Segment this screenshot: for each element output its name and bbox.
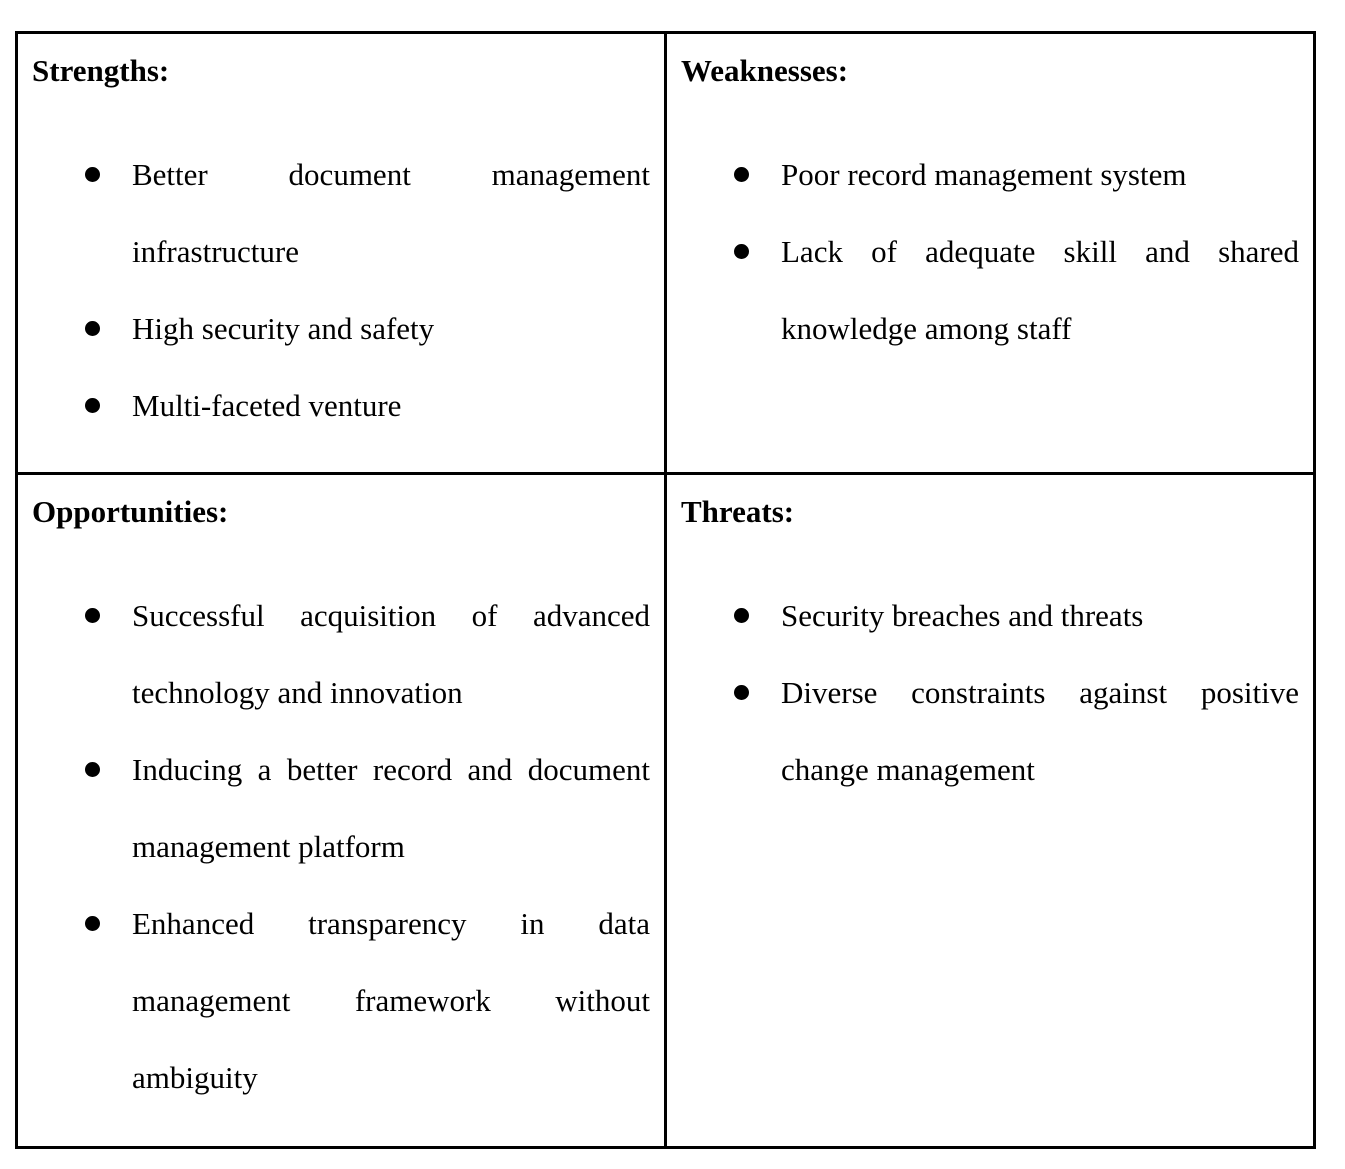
bullet-icon	[85, 608, 100, 623]
opportunities-item-text: Successful acquisition of advanced technology and innovation	[132, 598, 650, 710]
list-item	[32, 136, 650, 290]
bullet-icon	[85, 398, 100, 413]
bullet-icon	[734, 685, 749, 700]
list-item	[32, 290, 650, 367]
opportunities-item-text: Inducing a better record and document management platform	[132, 752, 650, 864]
weaknesses-heading: Weaknesses:	[681, 53, 849, 88]
threats-list	[681, 577, 1299, 808]
swot-row-top	[17, 33, 1315, 474]
list-item	[681, 654, 1299, 808]
opportunities-list	[32, 577, 650, 1116]
opportunities-cell	[17, 474, 666, 1148]
list-item	[681, 213, 1299, 367]
opportunities-item-text: Enhanced transparency in data management framework without ambiguity	[132, 906, 650, 1095]
list-item	[32, 367, 650, 444]
list-item	[32, 885, 650, 1116]
swot-row-bottom	[17, 474, 1315, 1148]
strengths-heading: Strengths:	[32, 53, 170, 88]
bullet-icon	[734, 167, 749, 182]
opportunities-heading: Opportunities:	[32, 494, 229, 529]
list-item	[32, 577, 650, 731]
weaknesses-cell	[666, 33, 1315, 474]
strengths-item-text: Better document management infrastructure	[132, 157, 650, 269]
threats-cell	[666, 474, 1315, 1148]
threats-heading: Threats:	[681, 494, 795, 529]
weaknesses-item-text: Poor record management system	[781, 157, 1187, 192]
strengths-cell	[17, 33, 666, 474]
list-item	[32, 731, 650, 885]
strengths-item-text: Multi-faceted venture	[132, 388, 402, 423]
strengths-list	[32, 136, 650, 444]
bullet-icon	[734, 608, 749, 623]
bullet-icon	[85, 916, 100, 931]
weaknesses-item-text: Lack of adequate skill and shared knowledge among staff	[781, 234, 1299, 346]
strengths-item-text: High security and safety	[132, 311, 435, 346]
list-item	[681, 577, 1299, 654]
threats-item-text: Diverse constraints against positive change management	[781, 675, 1299, 787]
bullet-icon	[85, 762, 100, 777]
swot-table	[15, 31, 1316, 1149]
weaknesses-list	[681, 136, 1299, 367]
list-item	[681, 136, 1299, 213]
threats-item-text: Security breaches and threats	[781, 598, 1144, 633]
bullet-icon	[85, 321, 100, 336]
bullet-icon	[85, 167, 100, 182]
bullet-icon	[734, 244, 749, 259]
